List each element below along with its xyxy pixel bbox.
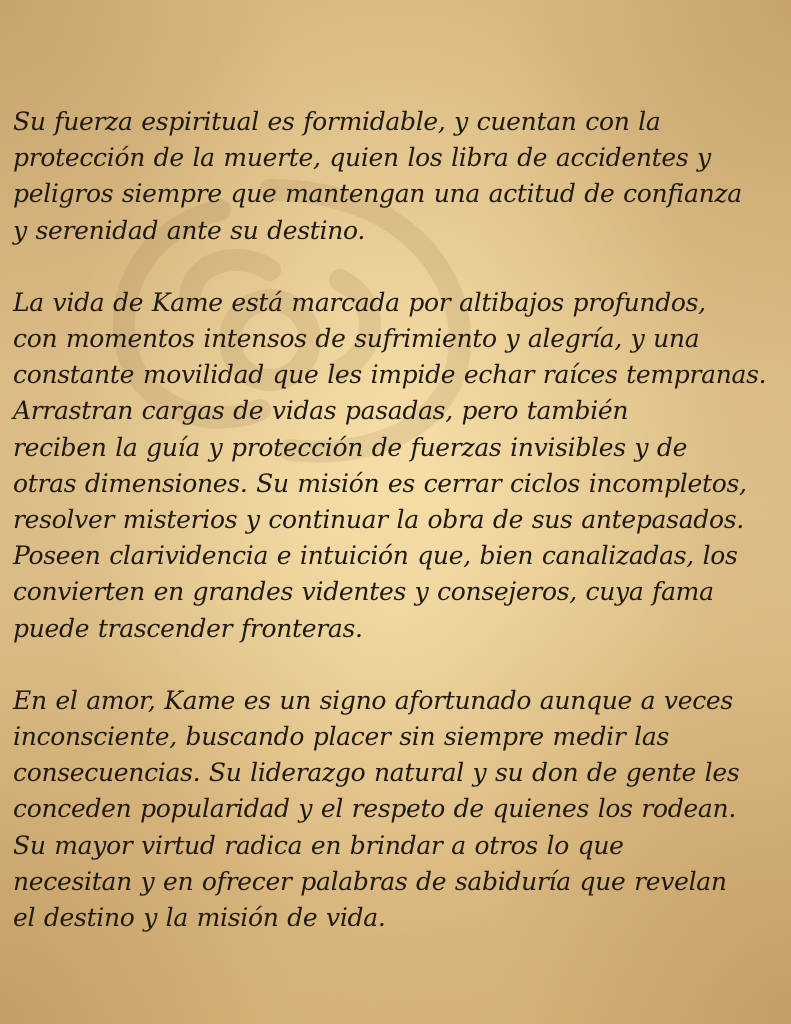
paragraph-love — [13, 683, 783, 936]
text-line: Arrastran cargas de vidas pasadas, pero también — [13, 396, 629, 426]
text-line: con momentos intensos de sufrimiento y alegría, y una — [13, 324, 700, 354]
document-body — [13, 104, 783, 972]
text-line: resolver misterios y continuar la obra de sus antepasados. — [13, 505, 744, 535]
text-line: reciben la guía y protección de fuerzas invisibles y de — [13, 432, 688, 462]
text-line: Poseen clarividencia e intuición que, bien canalizadas, los — [13, 541, 738, 571]
text-line: La vida de Kame está marcada por altibajos profundos, — [13, 287, 706, 317]
text-line: necesitan y en ofrecer palabras de sabiduría que revelan — [13, 866, 727, 896]
text-line: Su mayor virtud radica en brindar a otros lo que — [13, 830, 624, 860]
text-line: peligros siempre que mantengan una actitud de confianza — [13, 179, 742, 209]
text-line: el destino y la misión de vida. — [13, 903, 386, 933]
text-line: En el amor, Kame es un signo afortunado aunque a veces — [13, 685, 733, 715]
text-line: Su fuerza espiritual es formidable, y cuentan con la — [13, 107, 661, 136]
text-line: consecuencias. Su liderazgo natural y su don de gente les — [13, 758, 740, 788]
text-line: otras dimensiones. Su misión es cerrar ciclos incompletos, — [13, 468, 747, 498]
text-line: protección de la muerte, quien los libra de accidentes y — [13, 143, 711, 173]
text-line: puede trascender fronteras. — [13, 613, 363, 643]
text-line: y serenidad ante su destino. — [13, 215, 365, 245]
paragraph-spiritual-strength — [13, 104, 783, 249]
text-line: convierten en grandes videntes y consejeros, cuya fama — [13, 577, 714, 607]
text-line: constante movilidad que les impide echar raíces tempranas. — [13, 360, 767, 390]
text-line: conceden popularidad y el respeto de quienes los rodean. — [13, 794, 736, 824]
text-line: inconsciente, buscando placer sin siempre medir las — [13, 722, 669, 752]
paragraph-life-of-kame — [13, 285, 783, 647]
